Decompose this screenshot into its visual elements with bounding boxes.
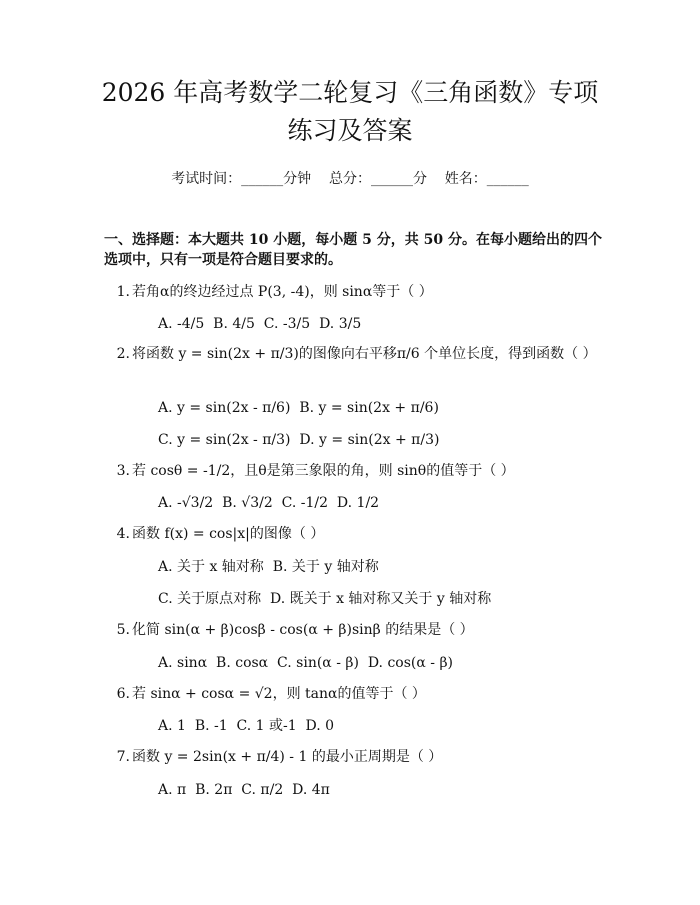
question-number: 4.: [116, 526, 130, 542]
question-number: 5.: [116, 622, 130, 638]
question-1: [104, 281, 604, 303]
question-3-options: A. -√3/2 B. √3/2 C. -1/2 D. 1/2: [158, 495, 380, 511]
question-6: [104, 683, 604, 705]
document-title: [0, 74, 700, 150]
section-heading: 一、选择题：本大题共 10 小题，每小题 5 分，共 50 分。在每小题给出的四个选项中，只有一项是符合题目要求的。: [104, 232, 602, 268]
question-5-options: A. sinα B. cosα C. sin(α - β) D. cos(α - β): [158, 655, 454, 671]
exam-meta-line: 考试时间：______分钟 总分：______分 姓名：______: [171, 171, 529, 187]
question-1-options: A. -4/5 B. 4/5 C. -3/5 D. 3/5: [158, 316, 362, 332]
question-2-options-row-1: A. y = sin(2x - π/6) B. y = sin(2x + π/6): [158, 400, 439, 416]
title-line-2: 练习及答案: [287, 116, 413, 145]
question-3: [104, 460, 604, 482]
question-number: 6.: [116, 686, 130, 702]
question-number: 2.: [116, 346, 130, 362]
question-2: [104, 343, 604, 365]
question-7: [104, 746, 604, 768]
question-2-options-row-2: C. y = sin(2x - π/3) D. y = sin(2x + π/3): [158, 432, 440, 448]
question-4-options-row-1: A. 关于 x 轴对称 B. 关于 y 轴对称: [158, 559, 379, 575]
question-text: 函数 y = 2sin(x + π/4) - 1 的最小正周期是（ ）: [132, 749, 443, 765]
question-number: 7.: [116, 749, 130, 765]
question-text: 函数 f(x) = cos|x|的图像（ ）: [132, 526, 325, 542]
question-6-options: A. 1 B. -1 C. 1 或-1 D. 0: [158, 718, 335, 734]
question-text: 化简 sin(α + β)cosβ - cos(α + β)sinβ 的结果是（ ）: [132, 622, 474, 638]
question-4: [104, 523, 604, 545]
question-5: [104, 619, 604, 641]
question-number: 1.: [116, 284, 130, 300]
question-number: 3.: [116, 463, 130, 479]
title-line-1: 2026 年高考数学二轮复习《三角函数》专项: [101, 78, 599, 107]
question-text: 若 cosθ = -1/2，且θ是第三象限的角，则 sinθ的值等于（ ）: [132, 463, 515, 479]
question-7-options: A. π B. 2π C. π/2 D. 4π: [158, 782, 330, 798]
question-4-options-row-2: C. 关于原点对称 D. 既关于 x 轴对称又关于 y 轴对称: [158, 591, 492, 607]
question-text: 若 sinα + cosα = √2，则 tanα的值等于（ ）: [132, 686, 426, 702]
question-text: 将函数 y = sin(2x + π/3)的图像向右平移π/6 个单位长度，得到函数（ ）: [132, 346, 597, 362]
question-text: 若角α的终边经过点 P(3, -4)，则 sinα等于（ ）: [132, 284, 433, 300]
